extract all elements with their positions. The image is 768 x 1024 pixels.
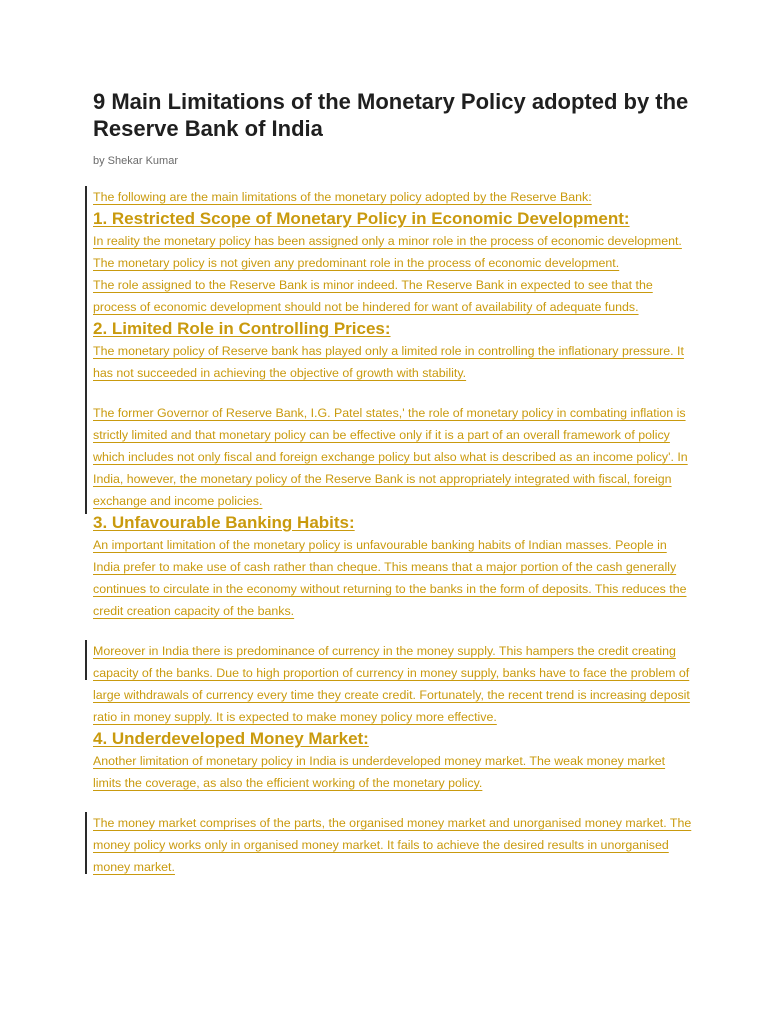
block-gap — [93, 622, 693, 640]
section-heading-2[interactable]: 2. Limited Role in Controlling Prices: — [93, 319, 391, 338]
quote-bar — [85, 640, 87, 680]
section-heading-1[interactable]: 1. Restricted Scope of Monetary Policy in Economic Development: — [93, 209, 630, 228]
section-heading-4[interactable]: 4. Underdeveloped Money Market: — [93, 729, 369, 748]
section-3-paragraph-1[interactable]: An important limitation of the monetary policy is unfavourable banking habits of Indian masses. People in India prefer to make use of cash rather than cheque. This means that a major portion of the cash generally continues to circulate in the economy without returning to the banks in the form of deposits. This reduces the credit creation capacity of the banks. — [93, 538, 687, 618]
content-block-2 — [93, 402, 693, 622]
content-block-3 — [93, 640, 693, 794]
article-title: 9 Main Limitations of the Monetary Policy adopted by the Reserve Bank of India — [93, 89, 689, 141]
block-gap — [93, 794, 693, 812]
article-body — [93, 186, 693, 878]
section-1-paragraph-1[interactable]: In reality the monetary policy has been assigned only a minor role in the process of economic development. The monetary policy is not given any predominant role in the process of economic development. — [93, 234, 682, 270]
section-4-paragraph-2[interactable]: The money market comprises of the parts, the organised money market and unorganised money market. The money policy works only in organised money market. It fails to achieve the desired results in unorganised money market. — [93, 816, 692, 874]
article-author: by Shekar Kumar — [93, 155, 178, 167]
section-2-paragraph-2[interactable]: The former Governor of Reserve Bank, I.G. Patel states,' the role of monetary policy in combating inflation is strictly limited and that monetary policy can be effective only if it is a part of an overall framework of policy which includes not only fiscal and foreign exchange policy but also what is described as an income policy'. In India, however, the monetary policy of the Reserve Bank is not appropriately integrated with fiscal, foreign exchange and income policies. — [93, 406, 688, 508]
intro-paragraph[interactable]: The following are the main limitations of the monetary policy adopted by the Reserve Bank: — [93, 190, 592, 204]
quote-bar — [85, 402, 87, 514]
section-4-paragraph-1[interactable]: Another limitation of monetary policy in India is underdeveloped money market. The weak money market limits the coverage, as also the efficient working of the monetary policy. — [93, 754, 666, 790]
block-gap — [93, 384, 693, 402]
content-block-4 — [93, 812, 693, 878]
section-3-paragraph-2[interactable]: Moreover in India there is predominance of currency in the money supply. This hampers the credit creating capacity of the banks. Due to high proportion of currency in money supply, banks have to face the problem of large withdrawals of currency every time they create credit. Fortunately, the recent trend is increasing deposit ratio in money supply. It is expected to make money policy more effective. — [93, 644, 690, 724]
section-2-paragraph-1[interactable]: The monetary policy of Reserve bank has played only a limited role in controlling the inflationary pressure. It has not succeeded in achieving the objective of growth with stability. — [93, 344, 684, 380]
section-heading-3[interactable]: 3. Unfavourable Banking Habits: — [93, 513, 355, 532]
quote-bar — [85, 186, 87, 414]
section-1-paragraph-2[interactable]: The role assigned to the Reserve Bank is minor indeed. The Reserve Bank in expected to see that the process of economic development should not be hindered for want of availability of adequate funds. — [93, 278, 653, 314]
content-block-1 — [93, 186, 693, 384]
quote-bar — [85, 812, 87, 874]
